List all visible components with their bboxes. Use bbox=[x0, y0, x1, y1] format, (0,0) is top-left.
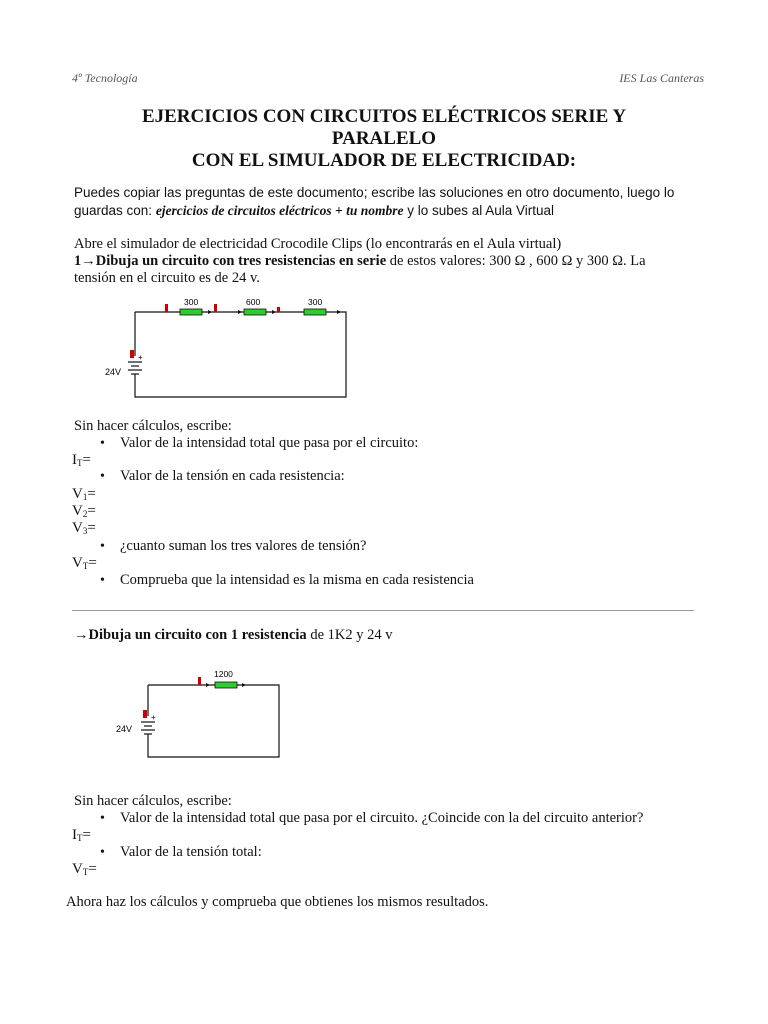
intro-line2-pre: guardas con: bbox=[74, 203, 156, 218]
exercise1-q2: Valor de la tensión en cada resistencia: bbox=[120, 468, 345, 484]
bullet: • bbox=[100, 539, 105, 554]
single-resistor-circuit-diagram bbox=[110, 664, 290, 764]
vt-var: V bbox=[72, 555, 83, 571]
wire-arrow-5 bbox=[206, 683, 210, 687]
exercise1-heading bbox=[74, 253, 646, 270]
v2-sub: 2 bbox=[82, 509, 88, 519]
header-right: IES Las Canteras bbox=[619, 71, 704, 85]
exercise2-q1: Valor de la intensidad total que pasa por el circuito. ¿Coincide con la del circuito anterior? bbox=[120, 810, 644, 826]
intro-line2 bbox=[74, 202, 554, 219]
battery-plus-2: + bbox=[151, 713, 156, 722]
v1-var: V bbox=[72, 486, 83, 502]
it-eq: = bbox=[82, 827, 91, 843]
exercise1-intro: Abre el simulador de electricidad Crocodile Clips (lo encontrarás en el Aula virtual) bbox=[74, 236, 562, 252]
vt-eq: = bbox=[88, 555, 97, 571]
vt-eq: = bbox=[88, 861, 97, 877]
series-circuit-diagram bbox=[100, 294, 360, 404]
it-answer-1 bbox=[72, 452, 91, 469]
probe-4 bbox=[198, 677, 201, 685]
resistor-2-label: 600 bbox=[246, 297, 261, 307]
it-var: I bbox=[72, 452, 77, 468]
exercise2-heading-bold: →Dibuja un circuito con 1 resistencia bbox=[74, 627, 307, 643]
it-sub: T bbox=[77, 833, 83, 843]
probe-3 bbox=[277, 307, 280, 312]
resistor-single bbox=[215, 682, 237, 688]
intro-line1: Puedes copiar las preguntas de este documento; escribe las soluciones en otro documento, luego lo bbox=[74, 185, 675, 200]
exercise2-prompt: Sin hacer cálculos, escribe: bbox=[74, 793, 232, 809]
exercise1-heading-line2: tensión en el circuito es de 24 v. bbox=[74, 270, 260, 286]
circuit1-wire-loop bbox=[135, 312, 346, 397]
v2-answer bbox=[72, 503, 96, 520]
resistor-3-label: 300 bbox=[308, 297, 323, 307]
circuit2-wire-loop bbox=[148, 685, 279, 757]
exercise1-prompt: Sin hacer cálculos, escribe: bbox=[74, 418, 232, 434]
intro-line2-post: y lo subes al Aula Virtual bbox=[403, 203, 555, 218]
bullet: • bbox=[100, 845, 105, 860]
it-eq: = bbox=[82, 452, 91, 468]
probe-battery-2 bbox=[143, 710, 147, 718]
wire-arrow-2 bbox=[238, 310, 242, 314]
resistor-single-label: 1200 bbox=[214, 669, 233, 679]
battery-plus-1: + bbox=[138, 353, 143, 362]
exercise1-heading-bold: 1→Dibuja un circuito con tres resistencias en serie bbox=[74, 253, 387, 269]
vt-answer-1 bbox=[72, 555, 97, 572]
vt-var: V bbox=[72, 861, 83, 877]
resistor-2 bbox=[244, 309, 266, 315]
battery-label-2: 24V bbox=[116, 724, 133, 734]
exercise2-q2: Valor de la tensión total: bbox=[120, 844, 262, 860]
exercise1-q4: Comprueba que la intensidad es la misma en cada resistencia bbox=[120, 572, 474, 588]
page-title-line3: CON EL SIMULADOR DE ELECTRICIDAD: bbox=[191, 150, 577, 171]
exercise2-heading-rest: de 1K2 y 24 v bbox=[306, 627, 393, 643]
battery-label-1: 24V bbox=[105, 367, 122, 377]
wire-arrow-6 bbox=[242, 683, 246, 687]
bullet: • bbox=[100, 573, 105, 588]
it-var: I bbox=[72, 827, 77, 843]
probe-battery bbox=[130, 350, 134, 358]
v3-var: V bbox=[72, 520, 83, 536]
vt-sub: T bbox=[82, 867, 89, 877]
v3-eq: = bbox=[87, 520, 96, 536]
it-answer-2 bbox=[72, 827, 91, 844]
bullet: • bbox=[100, 469, 105, 484]
resistor-3 bbox=[304, 309, 326, 315]
page-title-line1: EJERCICIOS CON CIRCUITOS ELÉCTRICOS SERIE Y bbox=[141, 106, 627, 127]
resistor-1-label: 300 bbox=[184, 297, 199, 307]
vt-answer-2 bbox=[72, 861, 97, 878]
probe-1 bbox=[165, 304, 168, 312]
exercise1-q1: Valor de la intensidad total que pasa por el circuito: bbox=[120, 435, 419, 451]
bullet: • bbox=[100, 811, 105, 826]
section-divider bbox=[72, 610, 694, 611]
v3-sub: 3 bbox=[82, 526, 88, 536]
page-title-line2: PARALELO bbox=[331, 128, 437, 149]
vt-sub: T bbox=[82, 561, 89, 571]
wire-arrow-1 bbox=[208, 310, 212, 314]
intro-filename: ejercicios de circuitos eléctricos + tu nombre bbox=[155, 203, 404, 218]
closing-instruction: Ahora haz los cálculos y comprueba que obtienes los mismos resultados. bbox=[66, 894, 489, 910]
exercise2-heading bbox=[74, 627, 392, 644]
v1-eq: = bbox=[87, 486, 96, 502]
exercise1-heading-rest: de estos valores: 300 Ω , 600 Ω y 300 Ω. La bbox=[386, 253, 646, 269]
v3-answer bbox=[72, 520, 96, 537]
exercise1-q3: ¿cuanto suman los tres valores de tensión? bbox=[120, 538, 367, 554]
probe-2 bbox=[214, 304, 217, 312]
v1-sub: 1 bbox=[82, 492, 88, 502]
resistor-1 bbox=[180, 309, 202, 315]
it-sub: T bbox=[77, 458, 83, 468]
wire-arrow-4 bbox=[337, 310, 341, 314]
header-left: 4º Tecnología bbox=[72, 71, 138, 85]
v2-eq: = bbox=[87, 503, 96, 519]
v2-var: V bbox=[72, 503, 83, 519]
bullet: • bbox=[100, 436, 105, 451]
wire-arrow-3 bbox=[272, 310, 276, 314]
v1-answer bbox=[72, 486, 96, 503]
